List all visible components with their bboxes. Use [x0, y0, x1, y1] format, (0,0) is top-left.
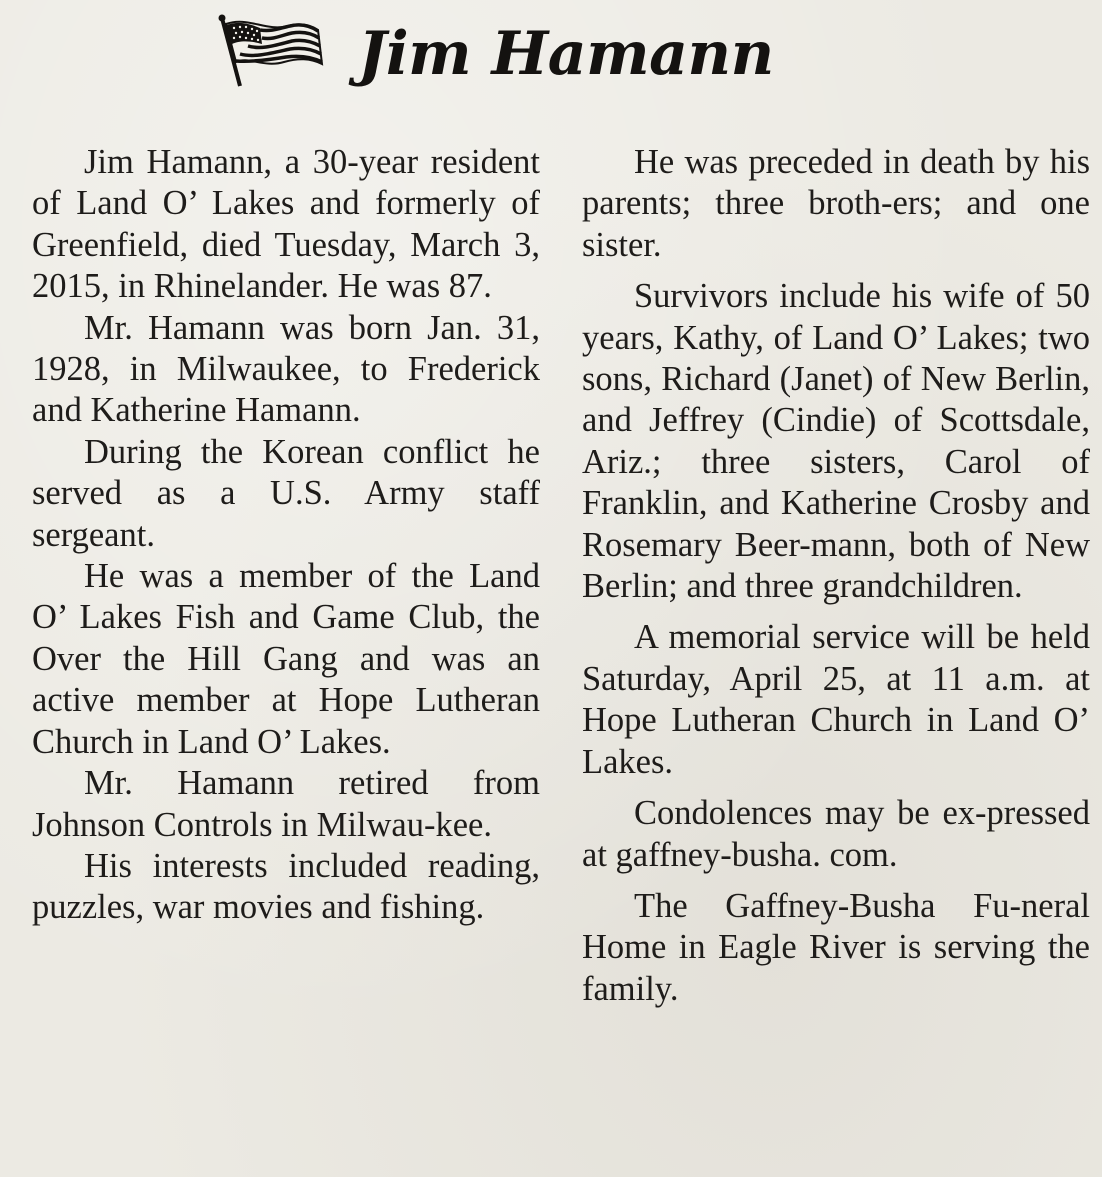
obituary-paragraph: He was a member of the Land O’ Lakes Fish and Game Club, the Over the Hill Gang and was an active member at Hope Lutheran Church in Land O’ Lakes.	[32, 557, 540, 761]
obituary-paragraph: Jim Hamann, a 30-year resident of Land O’ Lakes and formerly of Greenfield, died Tuesday, March 3, 2015, in Rhinelander. He was 87.	[32, 143, 540, 306]
obituary-paragraph: Mr. Hamann retired from Johnson Controls in Milwau-kee.	[32, 764, 540, 844]
obituary-title: Jim Hamann	[358, 19, 774, 89]
obituary-paragraph: Condolences may be ex-pressed at gaffney-busha. com.	[582, 794, 1090, 874]
obituary-header	[0, 0, 1102, 120]
right-column	[582, 142, 1090, 1020]
obituary-paragraph: During the Korean conflict he served as a U.S. Army staff sergeant.	[32, 432, 540, 554]
obituary-paragraph: His interests included reading, puzzles, war movies and fishing.	[32, 846, 540, 927]
american-flag-icon	[214, 14, 324, 88]
left-column	[32, 142, 540, 929]
obituary-paragraph: The Gaffney-Busha Fu-neral Home in Eagle River is serving the family.	[582, 886, 1090, 1008]
obituary-paragraph: Survivors include his wife of 50 years, Kathy, of Land O’ Lakes; two sons, Richard (Janet) of New Berlin, and Jeffrey (Cindie) of Scottsdale, Ariz.; three sisters, Carol of Franklin, and Katherine Crosby and Rosemary Beer-mann, both of New Berlin; and three grandchildren.	[582, 277, 1090, 606]
obituary-paragraph: A memorial service will be held Saturday, April 25, at 11 a.m. at Hope Lutheran Church in Land O’ Lakes.	[582, 618, 1090, 781]
obituary-paragraph: He was preceded in death by his parents; three broth-ers; and one sister.	[582, 143, 1090, 264]
obituary-paragraph: Mr. Hamann was born Jan. 31, 1928, in Milwaukee, to Frederick and Katherine Hamann.	[32, 308, 540, 430]
